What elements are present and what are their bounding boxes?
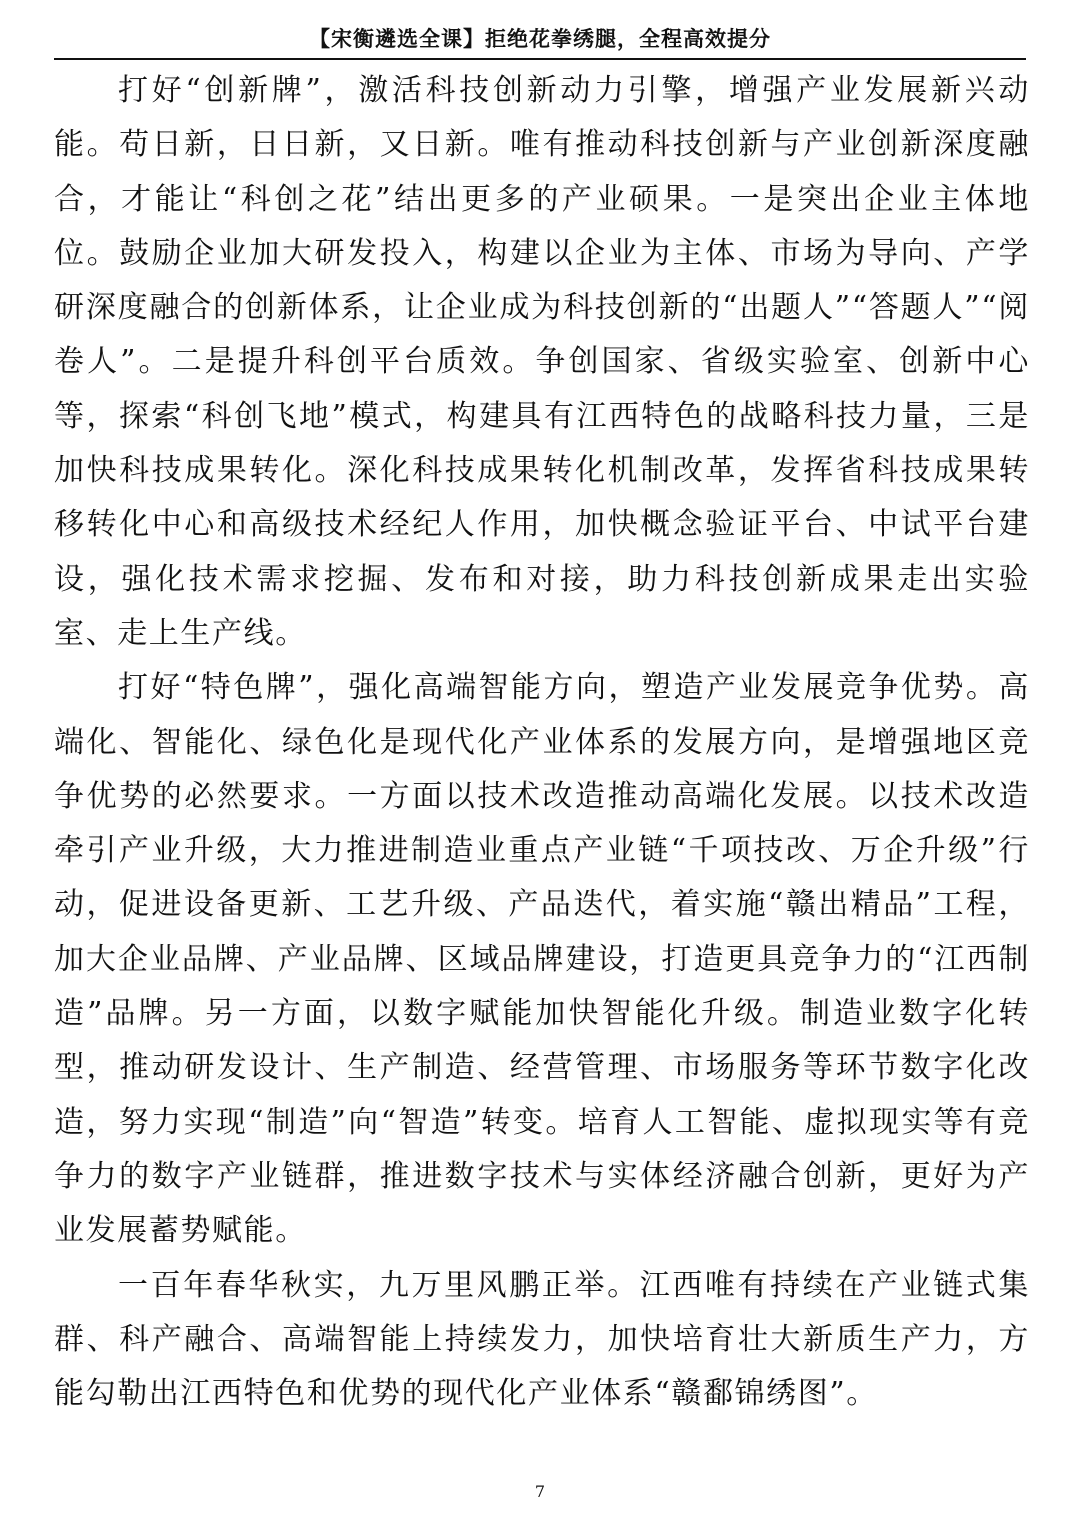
paragraph-conclusion: 一百年春华秋实，九万里风鹏正举。江西唯有持续在产业链式集群、科产融合、高端智能上持续发力，加快培育壮大新质生产力，方能勾勒出江西特色和优势的现代化产业体系“赣鄱锦绣图”。	[54, 1267, 1030, 1412]
page-header: 【宋衡遴选全课】拒绝花拳绣腿，全程高效提分	[54, 22, 1026, 60]
page-number: 7	[534, 1482, 546, 1501]
paragraph-innovation: 打好“创新牌”，激活科技创新动力引擎，增强产业发展新兴动能。苟日新，日日新，又日新。唯有推动科技创新与产业创新深度融合，才能让“科创之花”结出更多的产业硕果。一是突出企业主体地位。鼓励企业加大研发投入，构建以企业为主体、市场为导向、产学研深度融合的创新体系，让企业成为科技创新的“出题人”“答题人”“阅卷人”。二是提升科创平台质效。争创国家、省级实验室、创新中心等，探索“科创飞地”模式，构建具有江西特色的战略科技力量，三是加快科技成果转化。深化科技成果转化机制改革，发挥省科技成果转移转化中心和高级技术经纪人作用，加快概念验证平台、中试平台建设，强化技术需求挖掘、发布和对接，助力科技创新成果走出实验室、走上生产线。	[54, 73, 1030, 651]
paragraph-characteristics: 打好“特色牌”，强化高端智能方向，塑造产业发展竞争优势。高端化、智能化、绿色化是现代化产业体系的发展方向，是增强地区竞争优势的必然要求。一方面以技术改造推动高端化发展。以技术改造牵引产业升级，大力推进制造业重点产业链“千项技改、万企升级”行动，促进设备更新、工艺升级、产品迭代，着实施“赣出精品”工程，加大企业品牌、产业品牌、区域品牌建设，打造更具竞争力的“江西制造”品牌。另一方面，以数字赋能加快智能化升级。制造业数字化转型，推动研发设计、生产制造、经营管理、市场服务等环节数字化改造，努力实现“制造”向“智造”转变。培育人工智能、虚拟现实等有竞争力的数字产业链群，推进数字技术与实体经济融合创新，更好为产业发展蓄势赋能。	[54, 670, 1030, 1249]
body-text	[54, 64, 1030, 1421]
